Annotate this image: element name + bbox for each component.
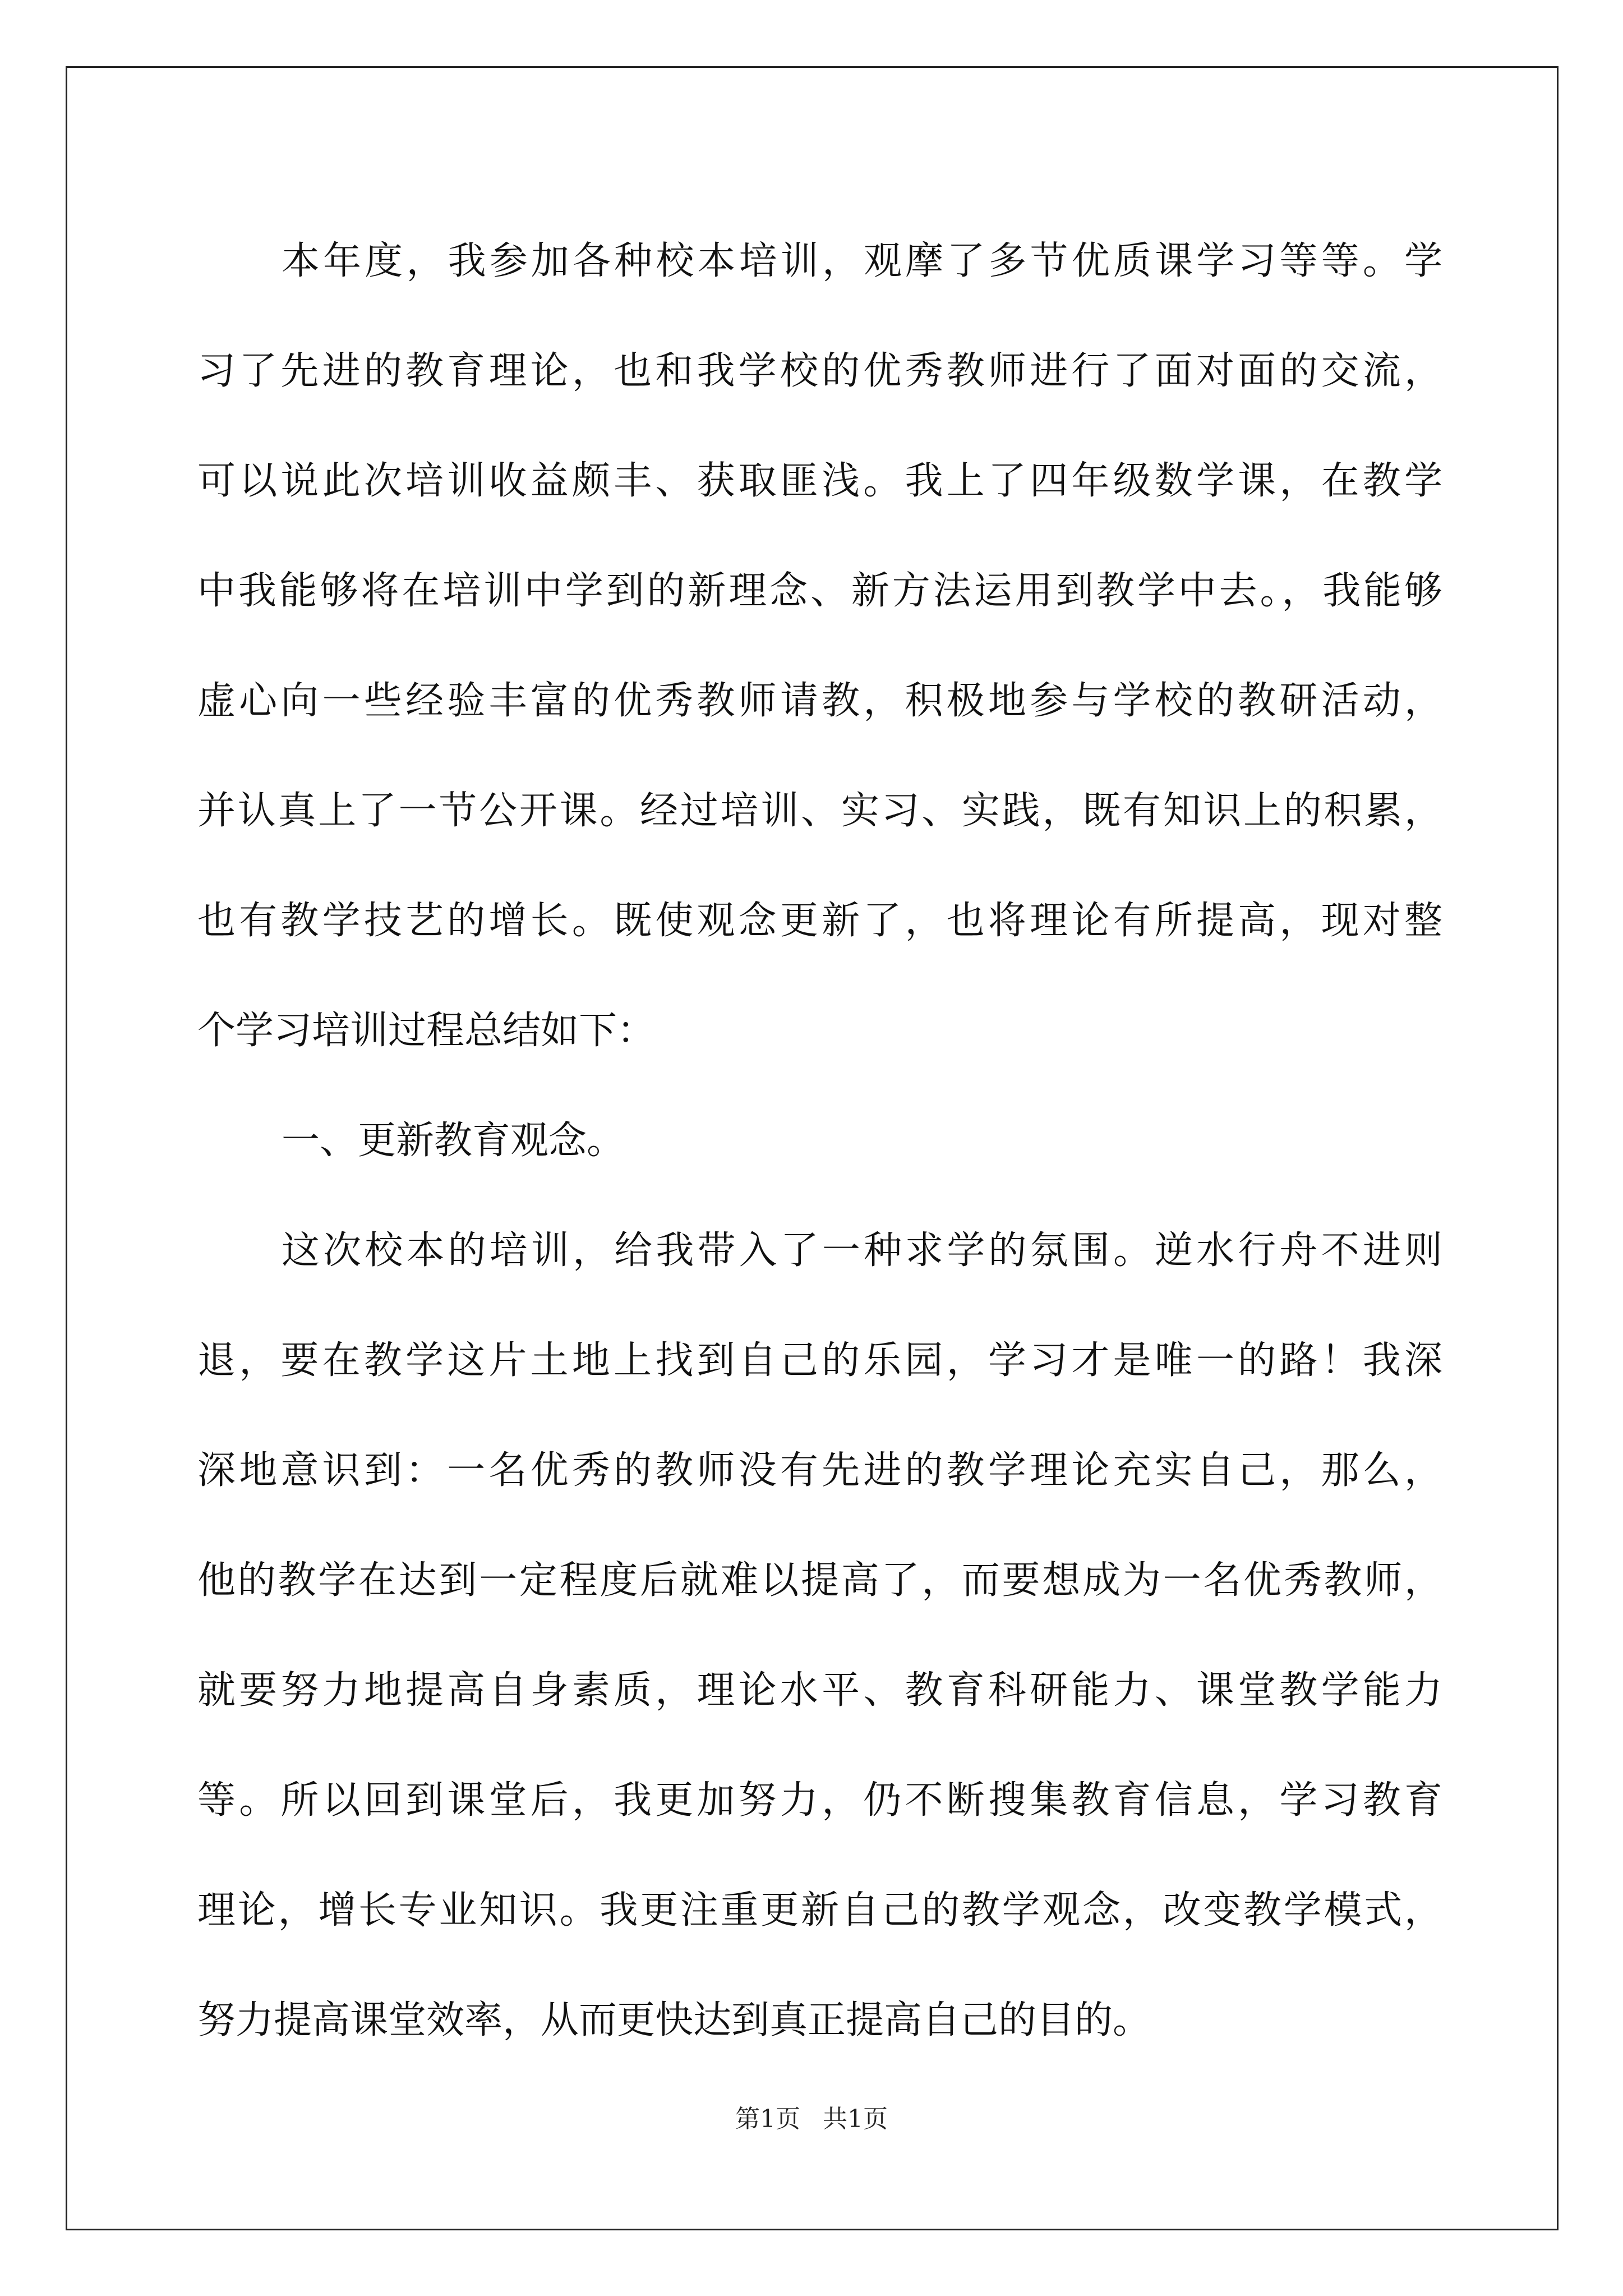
paragraph-3-line-3: 深地意识到：一名优秀的教师没有先进的教学理论充实自己，那么， bbox=[197, 1448, 1442, 1493]
page-total: 共1页 bbox=[823, 2105, 888, 2133]
paragraph-3-line-6: 等。所以回到课堂后，我更加努力，仍不断搜集教育信息，学习教育 bbox=[197, 1778, 1442, 1823]
paragraph-1-line-8: 个学习培训过程总结如下： bbox=[197, 1009, 656, 1053]
paragraph-1-line-5: 虚心向一些经验丰富的优秀教师请教，积极地参与学校的教研活动， bbox=[197, 679, 1442, 723]
paragraph-3-line-4: 他的教学在达到一定程度后就难以提高了，而要想成为一名优秀教师， bbox=[197, 1558, 1442, 1603]
section-heading: 一、更新教育观念。 bbox=[282, 1119, 625, 1163]
paragraph-1-line-1: 本年度，我参加各种校本培训，观摩了多节优质课学习等等。学 bbox=[282, 239, 1442, 283]
page-footer bbox=[0, 2102, 1623, 2136]
page-number: 第1页 bbox=[735, 2105, 800, 2133]
paragraph-1-line-2: 习了先进的教育理论，也和我学校的优秀教师进行了面对面的交流， bbox=[197, 349, 1442, 393]
paragraph-1-line-3: 可以说此次培训收益颇丰、获取匪浅。我上了四年级数学课，在教学 bbox=[197, 459, 1442, 503]
paragraph-1-line-4: 中我能够将在培训中学到的新理念、新方法运用到教学中去。，我能够 bbox=[197, 569, 1442, 613]
paragraph-3-line-5: 就要努力地提高自身素质，理论水平、教育科研能力、课堂教学能力 bbox=[197, 1668, 1442, 1713]
paragraph-1-line-6: 并认真上了一节公开课。经过培训、实习、实践，既有知识上的积累， bbox=[197, 789, 1442, 833]
document-body bbox=[197, 206, 1442, 2076]
paragraph-1-line-7: 也有教学技艺的增长。既使观念更新了，也将理论有所提高，现对整 bbox=[197, 899, 1442, 943]
paragraph-3-line-1: 这次校本的培训，给我带入了一种求学的氛围。逆水行舟不进则 bbox=[282, 1228, 1442, 1273]
paragraph-3-line-8: 努力提高课堂效率，从而更快达到真正提高自己的目的。 bbox=[197, 1998, 1151, 2042]
paragraph-3-line-7: 理论，增长专业知识。我更注重更新自己的教学观念，改变教学模式， bbox=[197, 1888, 1442, 1932]
paragraph-3-line-2: 退，要在教学这片土地上找到自己的乐园，学习才是唯一的路！我深 bbox=[197, 1338, 1442, 1383]
